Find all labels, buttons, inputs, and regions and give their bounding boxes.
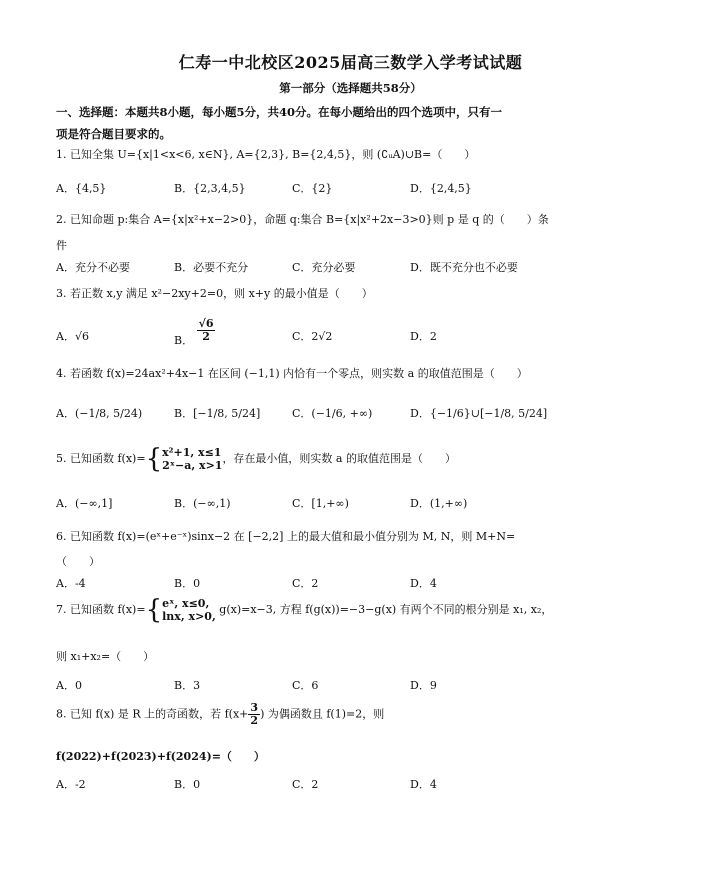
- option-d: D．{2,4,5}: [410, 182, 472, 195]
- option-b-label: B．: [174, 333, 194, 347]
- option-c: C．6: [292, 679, 319, 692]
- question-8: [56, 702, 384, 727]
- fraction-numerator: √6: [198, 317, 214, 330]
- option-b: [174, 317, 215, 347]
- option-a: A．0: [56, 679, 82, 692]
- question-2-continuation: 件: [56, 239, 67, 252]
- option-c: C．(−1/6, +∞): [292, 407, 373, 420]
- question-8-continuation: f(2022)+f(2023)+f(2024)=（ ）: [56, 750, 265, 763]
- brace-glyph: {: [145, 444, 163, 474]
- question-6-continuation: （ ）: [56, 555, 100, 568]
- question-8-stem-end: ) 为偶函数且 f(1)=2，则: [260, 707, 385, 721]
- piece-2: 2ˣ−a, x>1: [162, 459, 223, 472]
- option-b: B．(−∞,1): [174, 497, 231, 510]
- question-5-stem-start: 5. 已知函数 f(x)=: [56, 452, 146, 465]
- question-7-stem-end: g(x)=x−3, 方程 f(g(x))=−3−g(x) 有两个不同的根分别是 x₁, x₂，: [215, 603, 553, 616]
- exam-title: 仁寿一中北校区2025届高三数学入学考试试题: [178, 53, 523, 72]
- piece-2: lnx, x>0,: [162, 610, 216, 623]
- question-3: 3. 若正数 x,y 满足 x²−2xy+2=0，则 x+y 的最小值是（ ）: [56, 287, 373, 300]
- option-d: D．9: [410, 679, 437, 692]
- option-c: C．{2}: [292, 182, 333, 195]
- option-d: D．(1,+∞): [410, 497, 468, 510]
- option-a: A．{4,5}: [56, 182, 107, 195]
- option-d: D．既不充分也不必要: [410, 261, 518, 274]
- section-line-1: 一、选择题：本题共8小题，每小题5分，共40分。在每小题给出的四个选项中，只有一: [56, 105, 503, 119]
- question-6: 6. 已知函数 f(x)=(eˣ+e⁻ˣ)sinx−2 在 [−2,2] 上的最大值和最小值分别为 M, N，则 M+N=: [56, 530, 516, 543]
- piecewise-system: [162, 597, 216, 623]
- question-4: 4. 若函数 f(x)=24ax²+4x−1 在区间 (−1,1) 内恰有一个零点，则实数 a 的取值范围是（ ）: [56, 367, 528, 380]
- section-instructions: [56, 101, 646, 145]
- option-b: B．必要不充分: [174, 261, 249, 274]
- option-b: B．[−1/8, 5/24]: [174, 407, 261, 420]
- fraction-numerator: 3: [250, 701, 259, 714]
- fraction-denominator: 2: [250, 714, 259, 727]
- piecewise-system: [162, 446, 222, 472]
- option-a: A．(−∞,1]: [56, 497, 113, 510]
- question-5: [56, 446, 456, 472]
- option-b: B．0: [174, 577, 201, 590]
- question-3-options: [56, 318, 656, 354]
- brace-glyph: {: [145, 595, 163, 625]
- question-2: 2. 已知命题 p:集合 A={x|x²+x−2>0}，命题 q:集合 B={x|x²+2x−3>0}则 p 是 q 的（ ）条: [56, 213, 549, 226]
- option-a: A．(−1/8, 5/24): [56, 407, 143, 420]
- part-heading: 第一部分（选择题共58分）: [279, 81, 422, 95]
- option-b: B．0: [174, 778, 201, 791]
- option-b: B．3: [174, 679, 201, 692]
- piece-1: eˣ, x≤0,: [162, 597, 210, 610]
- option-d: D．{−1/6}∪[−1/8, 5/24]: [410, 407, 548, 420]
- option-d: D．4: [410, 577, 437, 590]
- fraction: [248, 702, 260, 727]
- option-a: A．充分不必要: [56, 261, 130, 274]
- fraction-denominator: 2: [202, 330, 210, 343]
- option-d: D．2: [410, 330, 437, 343]
- option-a: A．√6: [56, 330, 89, 343]
- option-a: A．-4: [56, 577, 86, 590]
- question-7-stem-start: 7. 已知函数 f(x)=: [56, 603, 146, 616]
- fraction: [197, 318, 216, 343]
- question-7: [56, 597, 552, 623]
- option-d: D．4: [410, 778, 437, 791]
- option-c: C．2: [292, 778, 319, 791]
- question-7-continuation: 则 x₁+x₂=（ ）: [56, 650, 155, 663]
- question-8-stem-start: 8. 已知 f(x) 是 R 上的奇函数，若 f(x+: [56, 707, 249, 721]
- question-5-stem-end: ，存在最小值，则实数 a 的取值范围是（ ）: [222, 452, 456, 465]
- option-b: B．{2,3,4,5}: [174, 182, 246, 195]
- option-c: C．充分必要: [292, 261, 356, 274]
- option-a: A．-2: [56, 778, 86, 791]
- question-1: 1. 已知全集 U={x|1<x<6, x∈N}, A={2,3}, B={2,4,5}，则 (∁ᵤA)∪B=（ ）: [56, 148, 476, 161]
- option-c: C．2: [292, 577, 319, 590]
- option-c: C．[1,+∞): [292, 497, 349, 510]
- option-c: C．2√2: [292, 330, 333, 343]
- piece-1: x²+1, x≤1: [162, 446, 222, 459]
- section-line-2: 项是符合题目要求的。: [56, 127, 171, 141]
